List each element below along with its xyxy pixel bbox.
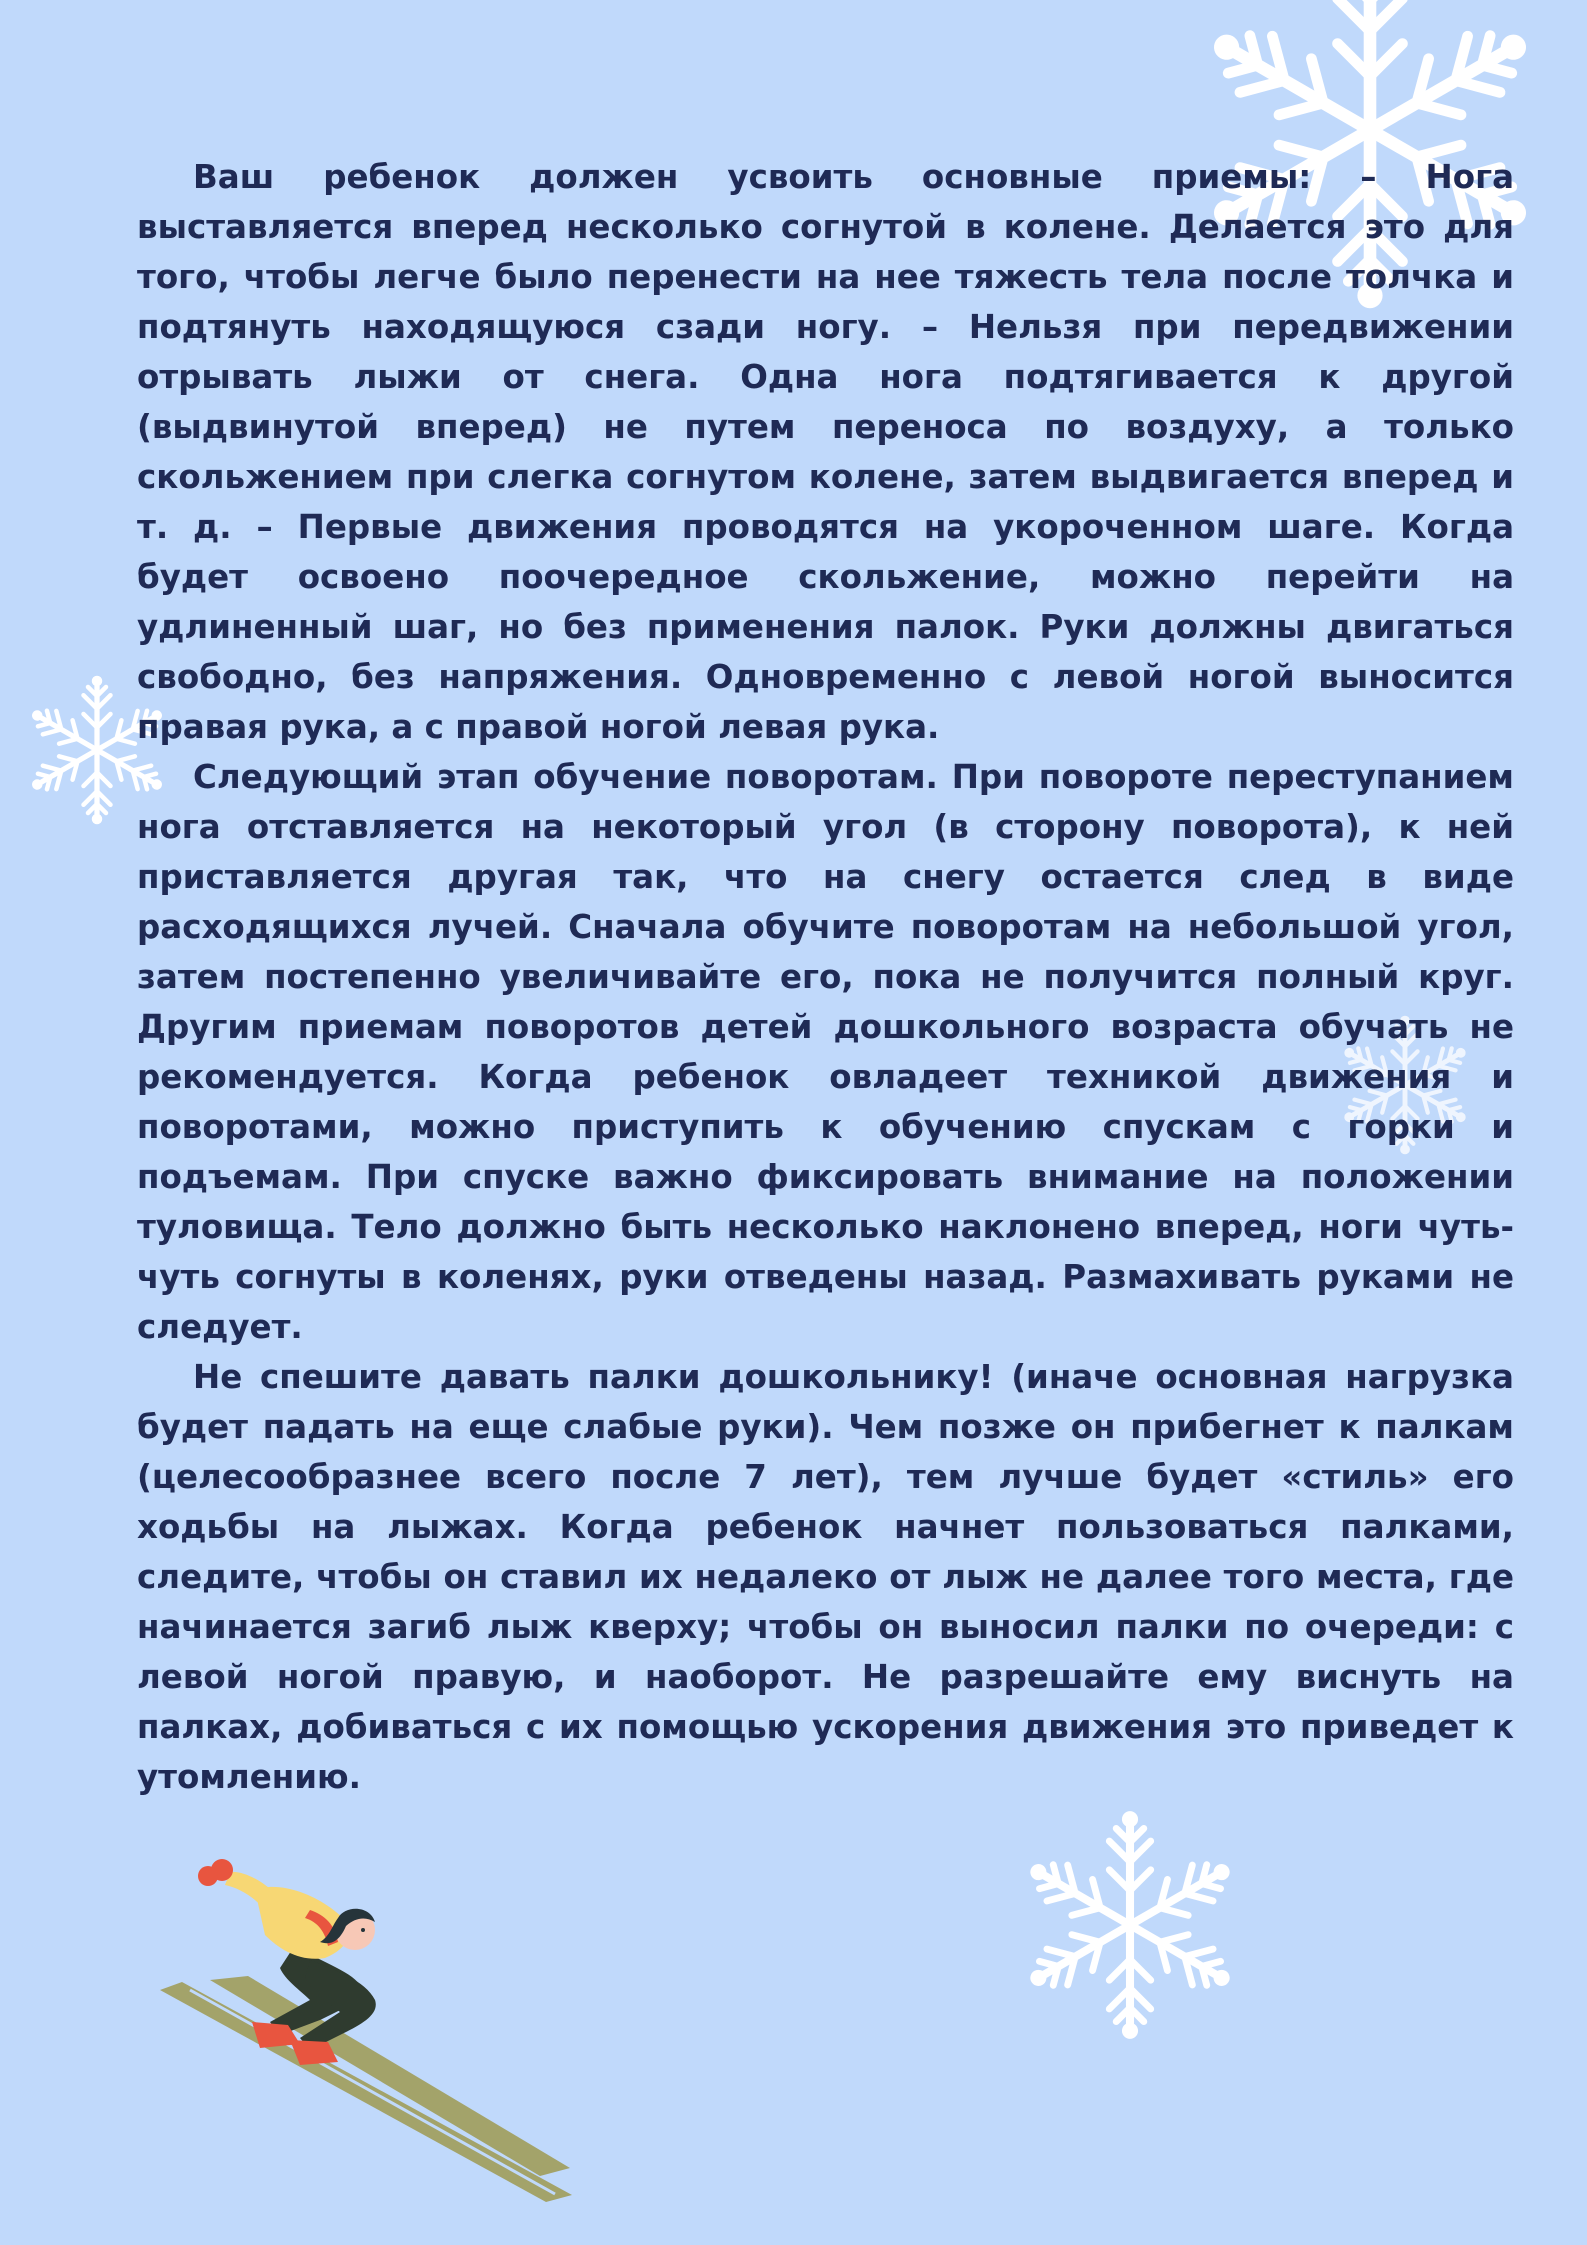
article-text [137,152,1514,1802]
ski-right [210,1976,570,2176]
paragraph-3: Не спешите давать палки дошкольнику! (иначе основная нагрузка будет падать на еще слабые руки). Чем позже он прибегнет к палкам (целесообразнее всего после 7 лет), тем лучше будет «стиль» его ходьбы на лыжах. Когда ребенок начнет пользоваться палками, следите, чтобы он ставил их недалеко от лыж не далее того места, где начинается загиб лыж кверху; чтобы он выносил палки по очереди: с левой ногой правую, и наоборот. Не разрешайте ему виснуть на палках, добиваться с их помощью ускорения движения это приведет к утомлению. [137,1358,1514,1796]
snowflake-icon [1015,1800,1245,2050]
paragraph-2: Следующий этап обучение поворотам. При повороте переступанием нога отставляется на некоторый угол (в сторону поворота), к ней приставляется другая так, что на снегу остается след в виде расходящихся лучей. Сначала обучите поворотам на небольшой угол, затем постепенно увеличивайте его, пока не получится полный круг. Другим приемам поворотов детей дошкольного возраста обучать не рекомендуется. Когда ребенок овладеет техникой движения и поворотами, можно приступить к обучению спускам с горки и подъемам. При спуске важно фиксировать внимание на положении туловища. Тело должно быть несколько наклонено вперед, ноги чуть-чуть согнуты в коленях, руки отведены назад. Размахивать руками не следует. [137,758,1514,1346]
skier-illustration [160,1850,580,2210]
paragraph-1: Ваш ребенок должен усвоить основные приемы: – Нога выставляется вперед несколько согнутой в колене. Делается это для того, чтобы легче было перенести на нее тяжесть тела после толчка и подтянуть находящуюся сзади ногу. – Нельзя при передвижении отрывать лыжи от снега. Одна нога подтягивается к другой (выдвинутой вперед) не путем переноса по воздуху, а только скольжением при слегка согнутом колене, затем выдвигается вперед и т. д. – Первые движения проводятся на укороченном шаге. Когда будет освоено поочередное скольжение, можно перейти на удлиненный шаг, но без применения палок. Руки должны двигаться свободно, без напряжения. Одновременно с левой ногой выносится правая рука, а с правой ногой левая рука. [137,158,1514,746]
